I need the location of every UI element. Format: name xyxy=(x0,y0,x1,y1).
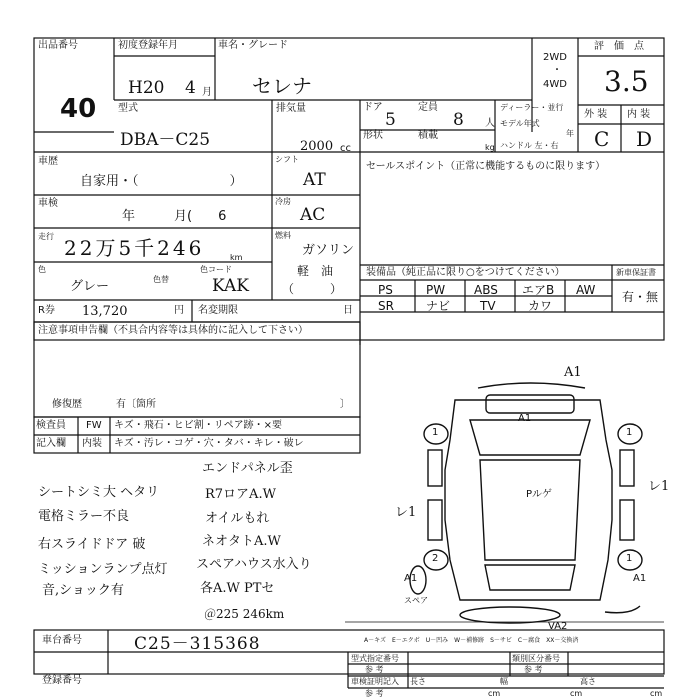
mileage-label: 走行 xyxy=(38,232,54,241)
recycle-label: R券 xyxy=(38,305,55,316)
color-change-label: 色替 xyxy=(153,275,169,284)
diag-mark-wheel-fr: 1 xyxy=(626,427,633,438)
equip-pw: PW xyxy=(426,283,446,297)
equipment-label: 装備品（純正品に限り○をつけてください） xyxy=(366,267,565,278)
car-name: セレナ xyxy=(252,74,312,98)
equip-sr: SR xyxy=(378,299,394,313)
notes-label: 注意事項申告欄（不具合内容等は具体的に記入して下さい） xyxy=(38,325,308,336)
remark-right-2: R7ロアA.W xyxy=(205,487,276,502)
handle-label: ハンドル 左・右 xyxy=(500,141,559,150)
first-reg-month: 4 xyxy=(185,78,196,98)
drive-2wd: 2WD xyxy=(543,52,567,63)
diag-mark-front: A1 xyxy=(564,365,582,380)
remark-left-2: 電格ミラー不良 xyxy=(38,509,130,524)
remark-left-3: 右スライドドア 破 xyxy=(38,537,146,552)
inspection-value: 年 月( 6 xyxy=(122,209,227,224)
inspector-int-terms: キズ・汚レ・コゲ・穴・タバ・キレ・破レ xyxy=(114,438,304,449)
diag-mark-wheel-fl: 1 xyxy=(432,427,439,438)
diag-mark-right: レ1 xyxy=(648,479,670,494)
width-unit: cm xyxy=(570,689,583,698)
inspector-ext-terms: キズ・飛石・ヒビ割・リペア跡・×要 xyxy=(114,420,282,431)
remark-right-5: スペアハウス水入り xyxy=(196,557,312,572)
mileage-unit: km xyxy=(230,253,243,262)
diag-mark-rear-left: A1 xyxy=(404,573,418,584)
equip-aw: AW xyxy=(576,283,596,297)
load-unit: kg xyxy=(485,143,495,152)
repair-close: 〕 xyxy=(340,399,350,410)
warranty-value: 有・無 xyxy=(622,290,659,304)
load-label: 積載 xyxy=(418,130,438,141)
history-label: 車歴 xyxy=(38,156,58,167)
equip-leather: カワ xyxy=(528,299,553,313)
history-value: 自家用・（ ） xyxy=(80,174,243,189)
name-label: 車名・グレード xyxy=(218,40,288,51)
class-ref: 参 考 xyxy=(524,665,543,674)
capacity-value: 8 xyxy=(453,110,464,130)
int-label: 内 装 xyxy=(627,109,651,120)
displacement-value: 2000 xyxy=(300,139,334,154)
dealer-label: ディーラー・並行 xyxy=(500,103,564,112)
capacity-label: 定員 xyxy=(418,102,438,113)
door-label: ドア xyxy=(363,102,383,113)
diag-mark-wheel-rr: 1 xyxy=(626,553,633,564)
shape-label: 形状 xyxy=(363,130,383,141)
model-value: DBA－C25 xyxy=(120,130,211,150)
damage-legend: A－キズ E－エクボ U－凹み W－補修跡 S－サビ C－腐食 XX－交換済 xyxy=(364,637,579,644)
mileage-value: 22万5千246 xyxy=(64,236,205,260)
lot-number: 40 xyxy=(60,94,97,124)
drive-4wd: 4WD xyxy=(543,79,567,90)
remark-right-7: ＠225 246km xyxy=(204,607,285,621)
height-unit: cm xyxy=(650,689,663,698)
ac-value: AC xyxy=(300,205,326,225)
first-reg-label: 初度登録年月 xyxy=(118,40,178,51)
equip-tv: TV xyxy=(480,299,496,313)
height-label: 高さ xyxy=(580,677,596,686)
remark-right-4: ネオタトA.W xyxy=(202,534,281,549)
ac-label: 冷房 xyxy=(275,197,291,206)
eval-score: 3.5 xyxy=(604,65,649,98)
sales-point-label: セールスポイント（正常に機能するものに限ります） xyxy=(366,161,606,172)
fuel-other: （ ） xyxy=(282,282,343,296)
equip-navi: ナビ xyxy=(426,299,451,313)
chassis-number: C25－315368 xyxy=(134,634,261,654)
type-ref: 参 考 xyxy=(365,665,384,674)
inspector-int: 内装 xyxy=(82,438,102,449)
diag-mark-roof: Pルゲ xyxy=(526,489,552,500)
year-unit: 年 xyxy=(566,129,574,138)
color-code-label: 色コード xyxy=(200,265,232,274)
color-value: グレー xyxy=(70,279,110,294)
capacity-unit: 人 xyxy=(485,118,495,129)
remark-left-1: シートシミ大 ヘタリ xyxy=(38,485,160,500)
name-change-label: 名変期限 xyxy=(198,305,238,316)
day-unit: 日 xyxy=(343,305,353,316)
diag-mark-rear: VA2 xyxy=(548,621,568,632)
shift-value: AT xyxy=(303,170,326,190)
warranty-label: 新車保証書 xyxy=(616,268,656,277)
equip-airbag: エアB xyxy=(522,283,555,297)
first-reg-era: H20 xyxy=(128,78,165,98)
remark-right-1: エンドパネル歪 xyxy=(202,461,293,476)
spare-label: スペア xyxy=(404,596,428,605)
door-value: 5 xyxy=(385,110,396,130)
length-unit: cm xyxy=(488,689,501,698)
color-label: 色 xyxy=(38,265,46,274)
inspector-label: 検査員 xyxy=(36,420,66,431)
width-label: 幅 xyxy=(500,677,508,686)
type-label: 型式指定番号 xyxy=(351,654,399,663)
shift-label: シフト xyxy=(275,155,299,164)
model-year-label: モデル年式 xyxy=(500,119,540,128)
ext-label: 外 装 xyxy=(584,109,608,120)
eval-label: 評 価 点 xyxy=(594,41,644,52)
model-label: 型式 xyxy=(118,103,138,114)
recycle-value: 13,720 xyxy=(82,304,128,319)
diag-mark-rear-right: A1 xyxy=(633,573,647,584)
length-label: 長さ xyxy=(410,677,426,686)
fuel-label: 燃料 xyxy=(275,231,291,240)
remark-left-5: 音,ショック有 xyxy=(42,583,124,598)
displacement-unit: cc xyxy=(340,143,351,154)
recycle-unit: 円 xyxy=(174,305,184,316)
displacement-label: 排気量 xyxy=(276,103,306,114)
remark-right-6: 各A.W PTセ xyxy=(200,581,275,596)
class-label: 類別区分番号 xyxy=(512,654,560,663)
chassis-label: 車台番号 xyxy=(42,635,82,646)
entry-label: 記入欄 xyxy=(36,438,66,449)
remark-right-3: オイルもれ xyxy=(205,511,270,526)
inspection-label: 車検 xyxy=(38,198,58,209)
equip-abs: ABS xyxy=(474,283,498,297)
remark-left-4: ミッションランプ点灯 xyxy=(38,562,168,577)
cert-ref: 参 考 xyxy=(365,689,384,698)
lot-label: 出品番号 xyxy=(38,40,78,51)
diag-mark-left: レ1 xyxy=(395,505,417,520)
ext-grade: C xyxy=(594,127,610,151)
fuel-gasoline: ガソリン xyxy=(302,243,355,258)
color-code-value: KAK xyxy=(212,276,249,296)
cert-label: 車検証明記入 xyxy=(351,677,399,686)
int-grade: D xyxy=(636,127,653,151)
equip-ps: PS xyxy=(378,283,393,297)
registration-label: 登録番号 xyxy=(42,675,82,686)
inspector-fw: FW xyxy=(86,420,102,431)
fuel-diesel: 軽 油 xyxy=(297,264,334,278)
diag-mark-wheel-rl: 2 xyxy=(432,553,439,564)
first-reg-month-unit: 月 xyxy=(202,87,212,98)
repair-value: 有〔箇所 xyxy=(116,399,156,410)
drive-sep: ・ xyxy=(552,65,562,76)
repair-label: 修復歴 xyxy=(52,399,82,410)
diag-mark-hood: A1 xyxy=(518,413,532,424)
